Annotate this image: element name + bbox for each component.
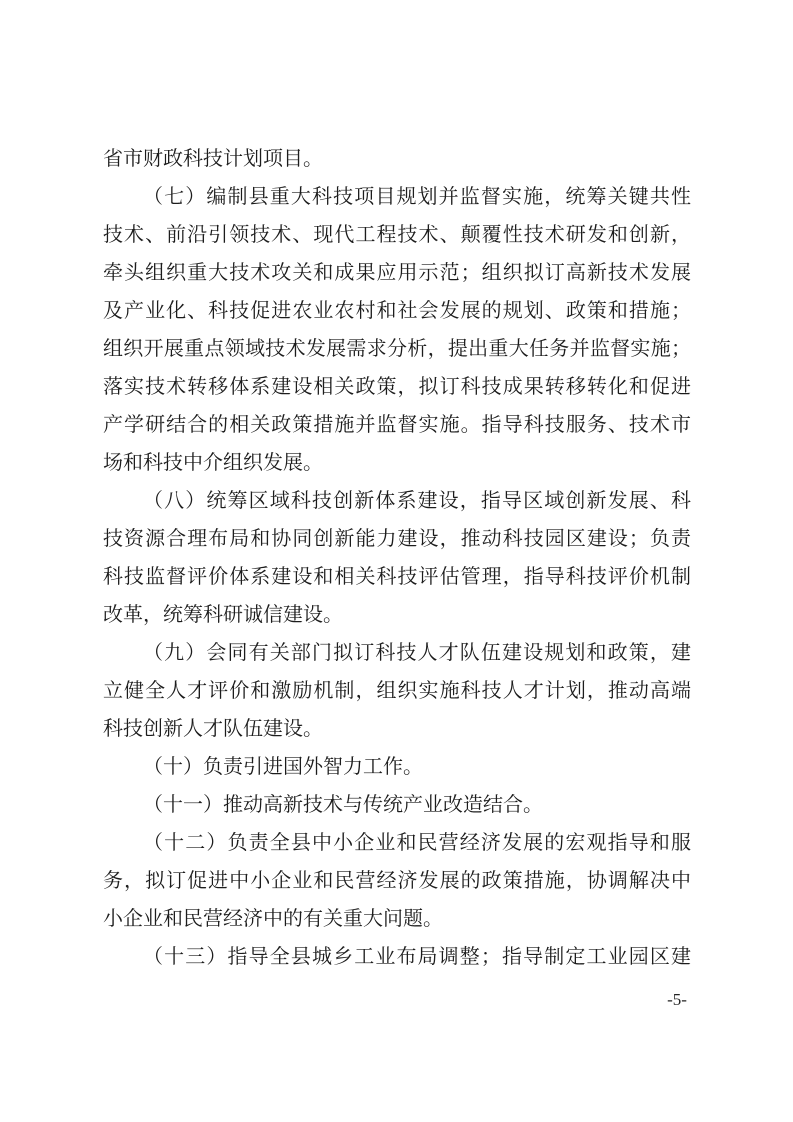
text-line: 牵头组织重大技术攻关和成果应用示范；组织拟订高新技术发展	[103, 262, 691, 284]
text-line: 组织开展重点领域技术发展需求分析，提出重大任务并监督实施；	[103, 338, 691, 360]
text-line: 小企业和民营经济中的有关重大问题。	[103, 908, 443, 930]
text-line: （九）会同有关部门拟订科技人才队伍建设规划和政策，建	[143, 642, 691, 664]
document-body	[103, 140, 691, 976]
text-line: （十一）推动高新技术与传统产业改造结合。	[143, 794, 543, 816]
page-number: -5-	[667, 990, 687, 1009]
text-line: 科技监督评价体系建设和相关科技评估管理，指导科技评价机制	[103, 566, 691, 588]
text-line: （八）统筹区域科技创新体系建设，指导区域创新发展、科	[143, 490, 691, 512]
text-line: 场和科技中介组织发展。	[103, 452, 323, 474]
text-line: 科技创新人才队伍建设。	[103, 718, 323, 740]
text-line: 改革，统筹科研诚信建设。	[103, 604, 343, 626]
text-line: 及产业化、科技促进农业农村和社会发展的规划、政策和措施；	[103, 300, 691, 322]
text-line: （七）编制县重大科技项目规划并监督实施，统筹关键共性	[143, 186, 691, 208]
text-line: 省市财政科技计划项目。	[103, 148, 323, 170]
text-line: 立健全人才评价和激励机制，组织实施科技人才计划，推动高端	[103, 680, 691, 702]
text-line: （十）负责引进国外智力工作。	[143, 756, 423, 778]
text-line: （十二）负责全县中小企业和民营经济发展的宏观指导和服	[143, 832, 691, 854]
text-line: （十三）指导全县城乡工业布局调整；指导制定工业园区建	[143, 946, 691, 968]
text-line: 产学研结合的相关政策措施并监督实施。指导科技服务、技术市	[103, 414, 691, 436]
text-line: 务，拟订促进中小企业和民营经济发展的政策措施，协调解决中	[103, 870, 691, 892]
text-line: 落实技术转移体系建设相关政策，拟订科技成果转移转化和促进	[103, 376, 691, 398]
text-line: 技术、前沿引领技术、现代工程技术、颠覆性技术研发和创新，	[103, 224, 691, 246]
text-line: 技资源合理布局和协同创新能力建设，推动科技园区建设；负责	[103, 528, 691, 550]
